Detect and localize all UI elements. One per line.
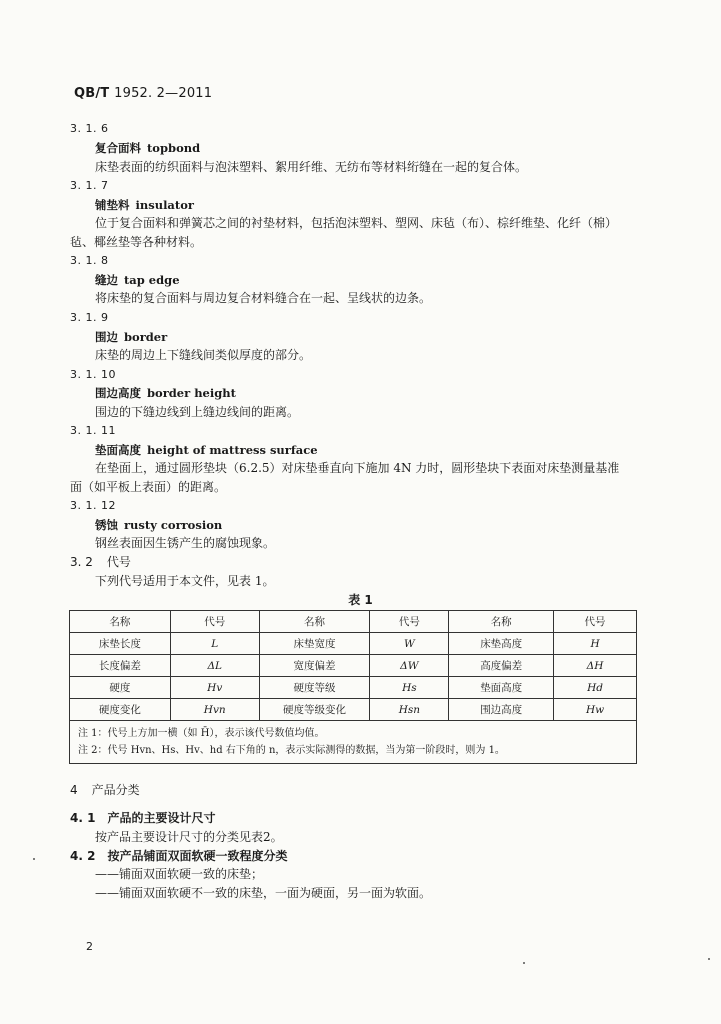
table-header: 代号 — [170, 611, 259, 633]
table-header: 代号 — [554, 611, 637, 633]
section-title: 产品的主要设计尺寸 — [107, 811, 216, 825]
term-heading — [95, 140, 200, 156]
table-cell-symbol: H — [554, 633, 637, 655]
term-zh: 垫面高度 — [95, 443, 141, 457]
term-zh: 复合面料 — [95, 141, 141, 155]
section-title: 代号 — [106, 555, 131, 569]
symbols-table — [69, 610, 637, 764]
table-cell-name: 长度偏差 — [70, 655, 171, 677]
term-number: 3. 1. 8 — [70, 254, 109, 267]
term-heading — [95, 517, 222, 533]
table-cell-symbol: ΔW — [370, 655, 449, 677]
section-title: 产品分类 — [91, 783, 140, 797]
term-definition-continued: 毡、椰丝垫等各种材料。 — [70, 235, 203, 249]
term-zh: 围边高度 — [95, 386, 141, 400]
term-zh: 铺垫料 — [95, 198, 130, 212]
table-header: 名称 — [449, 611, 554, 633]
term-definition: 将床垫的复合面料与周边复合材料缝合在一起、呈线状的边条。 — [95, 291, 432, 305]
table-note: 注 1：代号上方加一横（如 H̄），表示该代号数值均值。 — [78, 728, 325, 739]
table-cell-name: 床垫长度 — [70, 633, 171, 655]
table-cell-symbol: ΔL — [170, 655, 259, 677]
term-number: 3. 1. 10 — [70, 368, 116, 381]
term-en: rusty corrosion — [124, 518, 223, 532]
table-row — [70, 677, 637, 699]
term-zh: 缝边 — [95, 273, 118, 287]
term-heading — [95, 442, 318, 458]
section-4-1-heading — [70, 810, 215, 826]
section-number: 3. 2 — [70, 555, 93, 569]
term-number: 3. 1. 11 — [70, 424, 116, 437]
term-zh: 锈蚀 — [95, 518, 118, 532]
table-cell-symbol: Hv — [170, 677, 259, 699]
standard-prefix: QB/T — [74, 86, 110, 101]
table-cell-symbol: L — [170, 633, 259, 655]
term-zh: 围边 — [95, 330, 118, 344]
table-cell-name: 围边高度 — [449, 699, 554, 721]
list-item: ——铺面双面软硬一致的床垫； — [95, 867, 264, 881]
term-definition: 在垫面上，通过圆形垫块（6.2.5）对床垫垂直向下施加 4N 力时，圆形垫块下表面对床垫测量基准 — [95, 461, 620, 475]
table-cell-symbol: ΔH — [554, 655, 637, 677]
table-row — [70, 655, 637, 677]
table-note: 注 2：代号 Hvn、Hs、Hv、hd 右下角的 n，表示实际测得的数据，当为第一阶段时，则为 1。 — [78, 745, 505, 756]
term-en: border height — [147, 386, 236, 400]
table-cell-name: 硬度 — [70, 677, 171, 699]
standard-number: 1952. 2—2011 — [114, 86, 213, 101]
table-header: 代号 — [370, 611, 449, 633]
table-cell-symbol: Hd — [554, 677, 637, 699]
table-cell-name: 床垫宽度 — [259, 633, 370, 655]
section-3-2-heading — [70, 554, 131, 570]
table-cell-name: 高度偏差 — [449, 655, 554, 677]
table-cell-name: 硬度等级 — [259, 677, 370, 699]
table-header-row — [70, 611, 637, 633]
table-cell-name: 硬度变化 — [70, 699, 171, 721]
term-en: border — [124, 330, 168, 344]
term-en: insulator — [135, 198, 194, 212]
scan-speck — [708, 958, 710, 960]
section-4-1-text: 按产品主要设计尺寸的分类见表2。 — [95, 830, 283, 844]
section-number: 4 — [70, 783, 78, 797]
section-number: 4. 1 — [70, 811, 96, 825]
list-item: ——铺面双面软硬不一致的床垫，一面为硬面，另一面为软面。 — [95, 886, 432, 900]
table-header: 名称 — [259, 611, 370, 633]
term-heading — [95, 197, 194, 213]
table-cell-name: 宽度偏差 — [259, 655, 370, 677]
term-en: tap edge — [124, 273, 180, 287]
table-cell-symbol: W — [370, 633, 449, 655]
table-notes-row — [70, 721, 637, 764]
term-definition: 围边的下缝边线到上缝边线间的距离。 — [95, 405, 300, 419]
section-3-2-text: 下列代号适用于本文件，见表 1。 — [95, 574, 275, 588]
table-title: 表 1 — [348, 593, 373, 607]
term-definition: 位于复合面料和弹簧芯之间的衬垫材料，包括泡沫塑料、塑网、床毡（布）、棕纤维垫、化纤（棉） — [95, 216, 618, 230]
term-heading — [95, 385, 236, 401]
term-definition: 床垫表面的纺织面料与泡沫塑料、絮用纤维、无纺布等材料绗缝在一起的复合体。 — [95, 160, 528, 174]
table-header: 名称 — [70, 611, 171, 633]
term-en: height of mattress surface — [147, 443, 318, 457]
term-number: 3. 1. 12 — [70, 499, 116, 512]
table-cell-name: 床垫高度 — [449, 633, 554, 655]
table-cell-symbol: Hvn — [170, 699, 259, 721]
page-number: 2 — [86, 940, 93, 953]
table-cell-symbol: Hs — [370, 677, 449, 699]
term-heading — [95, 272, 180, 288]
table-cell-symbol: Hsn — [370, 699, 449, 721]
term-definition: 钢丝表面因生锈产生的腐蚀现象。 — [95, 536, 276, 550]
scan-speck — [523, 962, 525, 964]
term-number: 3. 1. 9 — [70, 311, 109, 324]
section-title: 按产品铺面双面软硬一致程度分类 — [107, 849, 288, 863]
section-4-2-heading — [70, 848, 287, 864]
section-4-heading — [70, 782, 140, 798]
table-notes — [70, 721, 637, 764]
table-row — [70, 699, 637, 721]
term-number: 3. 1. 7 — [70, 179, 109, 192]
table-cell-name: 硬度等级变化 — [259, 699, 370, 721]
table-cell-symbol: Hw — [554, 699, 637, 721]
standard-header — [74, 86, 212, 101]
scan-speck — [33, 858, 35, 860]
term-en: topbond — [147, 141, 201, 155]
section-number: 4. 2 — [70, 849, 96, 863]
table-row — [70, 633, 637, 655]
term-number: 3. 1. 6 — [70, 122, 109, 135]
term-definition-continued: 面（如平板上表面）的距离。 — [70, 480, 227, 494]
table-cell-name: 垫面高度 — [449, 677, 554, 699]
term-heading — [95, 329, 167, 345]
term-definition: 床垫的周边上下缝线间类似厚度的部分。 — [95, 348, 312, 362]
